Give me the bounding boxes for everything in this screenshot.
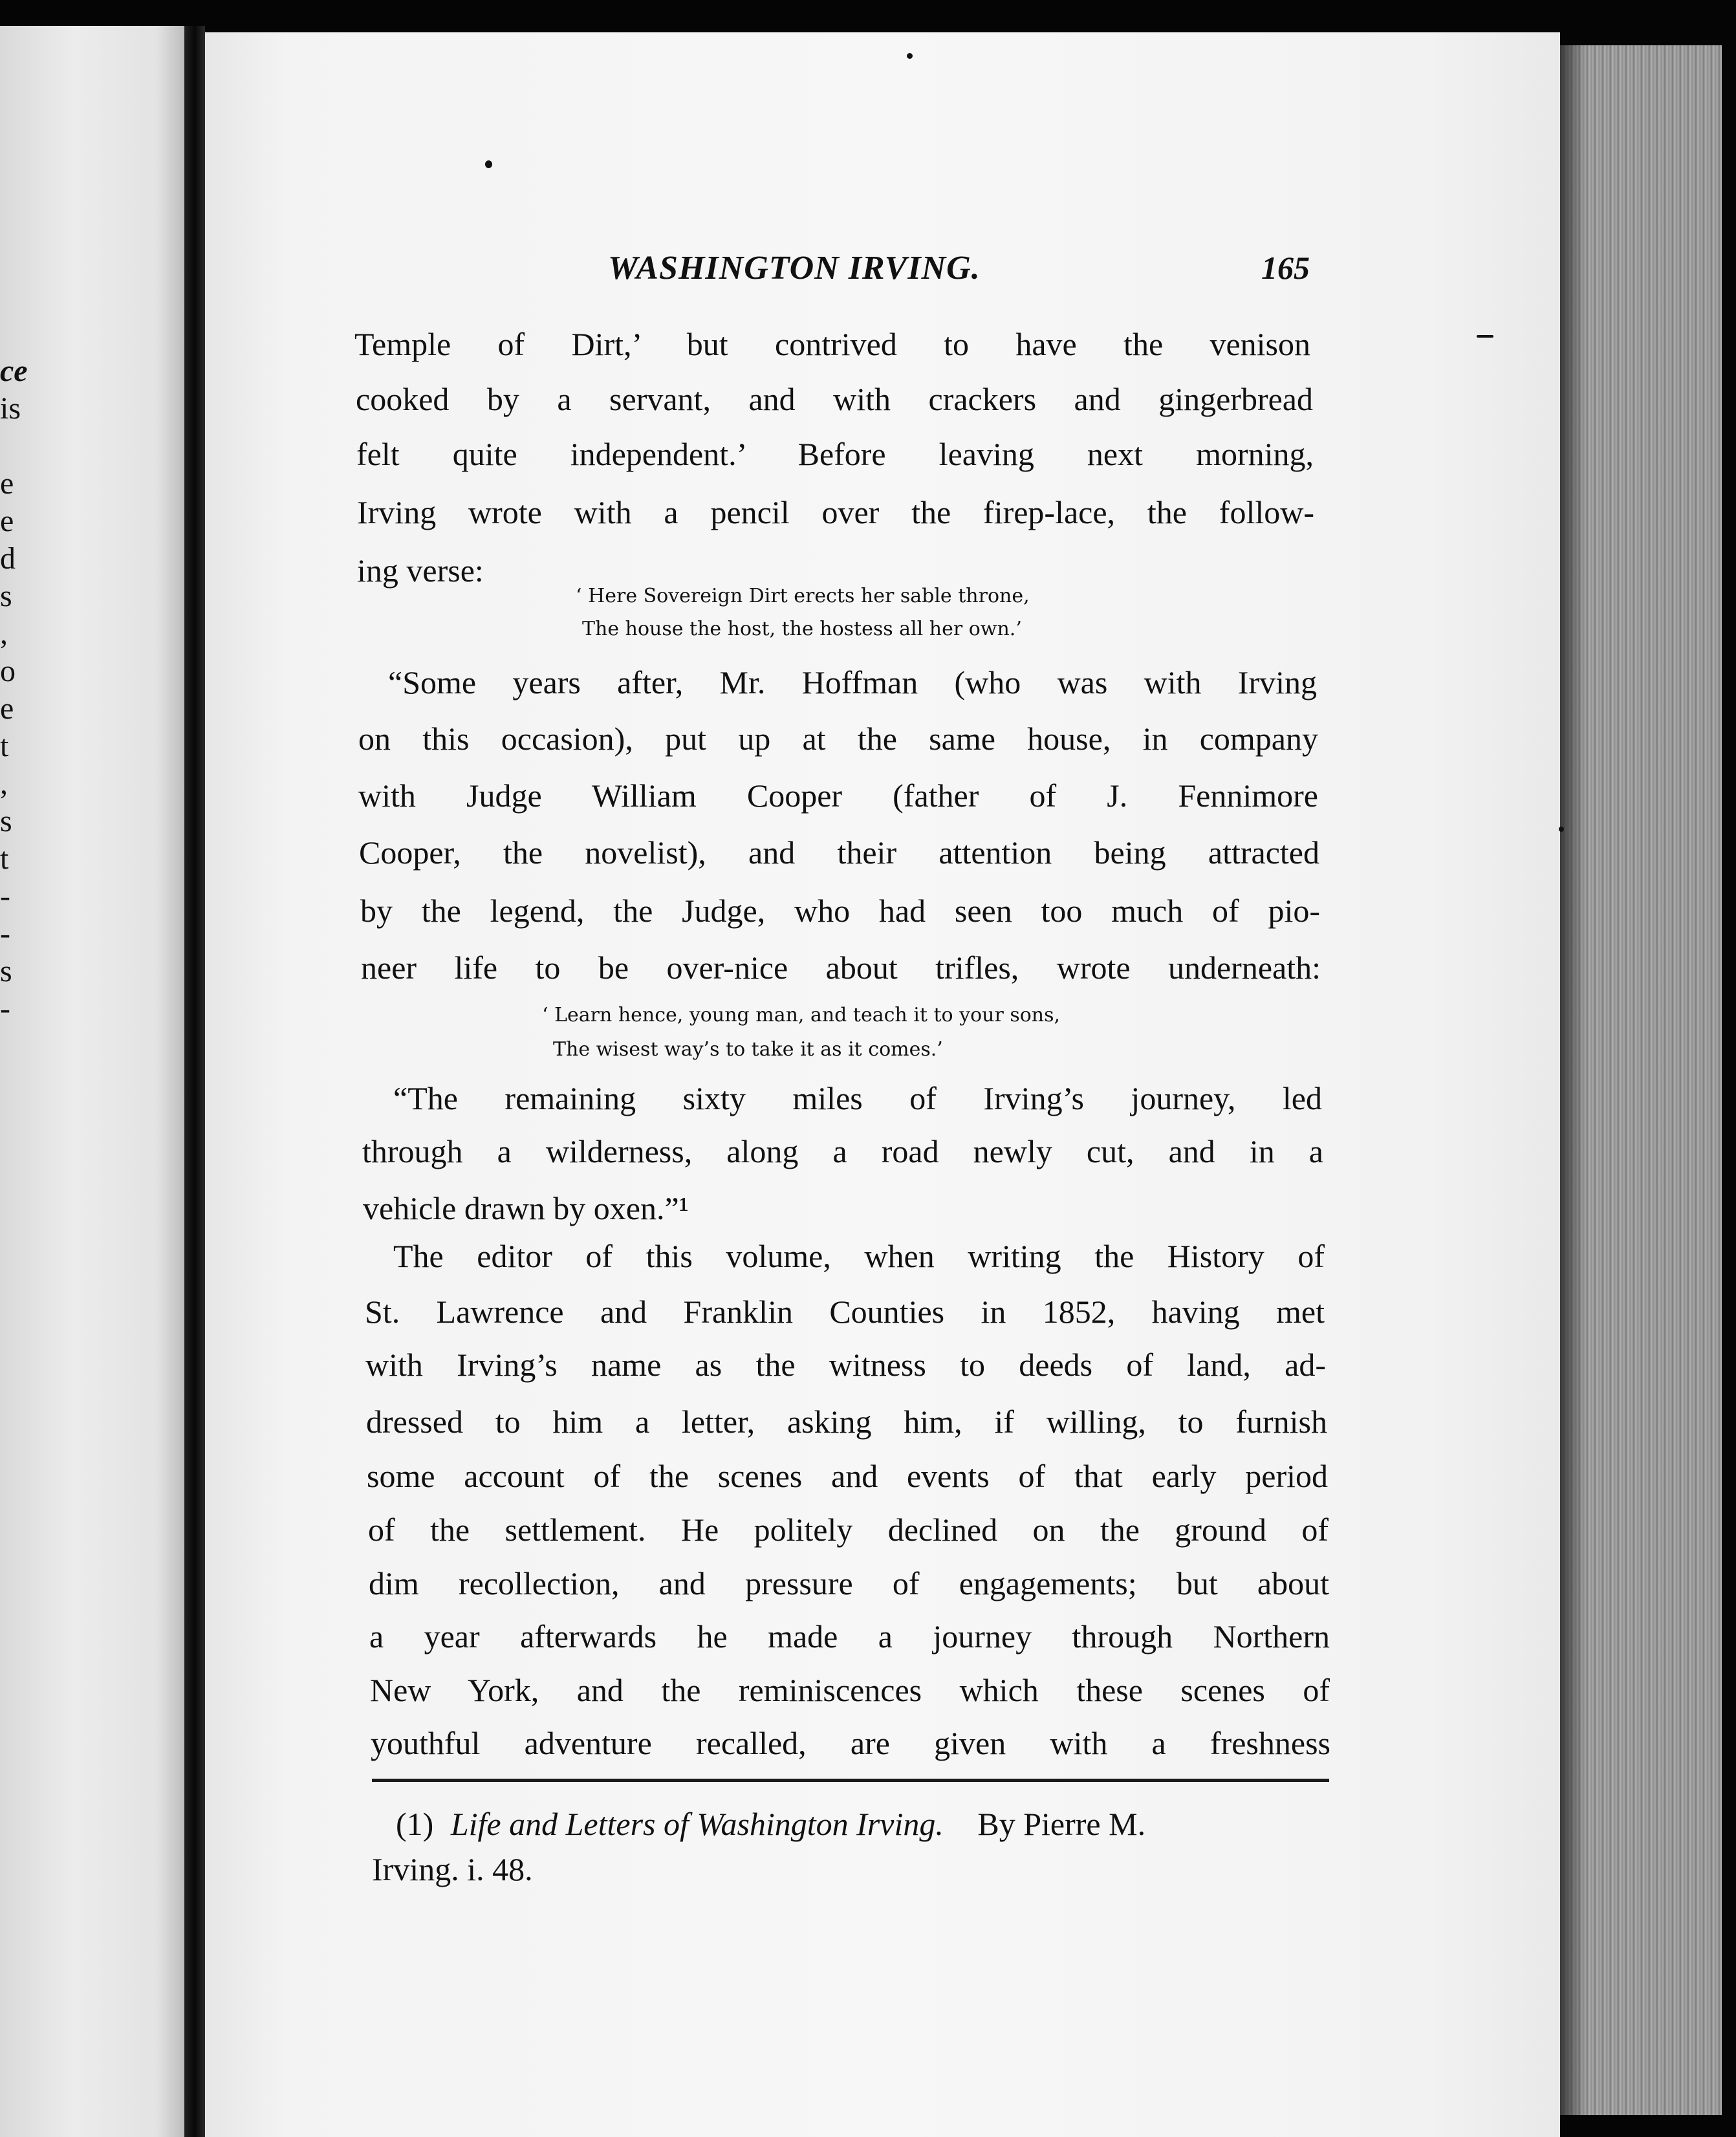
body-line: “Some years after, Mr. Hoffman (who was with Irving [388, 664, 1317, 700]
body-line: Irving wrote with a pencil over the firep-lace, the follow- [357, 494, 1314, 530]
body-line: dim recollection, and pressure of engagements; but about [369, 1565, 1329, 1601]
body-line: Temple of Dirt,’ but contrived to have the venison [354, 326, 1310, 362]
body-line: by the legend, the Judge, who had seen too much of pio- [360, 893, 1320, 929]
fragment: s [0, 954, 12, 988]
fragment: - [0, 879, 10, 913]
fragment: - [0, 992, 10, 1026]
facing-page-text-fragments [0, 353, 26, 1028]
footnote-rule [372, 1779, 1329, 1782]
body-line: of the settlement. He politely declined on the ground of [368, 1512, 1329, 1548]
body-line: New York, and the reminiscences which these scenes of [370, 1672, 1330, 1708]
fragment: ce [0, 354, 28, 388]
fragment: e [0, 691, 14, 726]
body-line: with Judge William Cooper (father of J. Fennimore [358, 777, 1318, 814]
footnote-marker: (1) [396, 1806, 434, 1842]
fragment: o [0, 654, 16, 688]
footnote-title: Life and Letters of Washington Irving. [450, 1806, 944, 1842]
fragment: e [0, 504, 14, 538]
facing-page-edge [0, 26, 184, 2137]
body-line: neer life to be over-nice about trifles, wrote underneath: [361, 949, 1321, 986]
fragment: s [0, 579, 12, 613]
ink-speck [907, 53, 913, 59]
fragment: , [0, 616, 8, 651]
body-line: ing verse: [357, 552, 484, 589]
running-title: WASHINGTON IRVING. [608, 250, 981, 287]
ink-speck [485, 160, 492, 168]
body-line: some account of the scenes and events of that early period [367, 1458, 1328, 1494]
footnote-line: Irving. i. 48. [372, 1851, 533, 1887]
fragment: s [0, 804, 12, 838]
body-line: St. Lawrence and Franklin Counties in 1852, having met [365, 1294, 1325, 1330]
ink-speck [1559, 827, 1564, 832]
verse-line: The wisest way’s to take it as it comes.’ [553, 1038, 943, 1061]
fragment: , [0, 766, 8, 801]
verse-line: The house the host, the hostess all her own.’ [582, 618, 1022, 640]
page-number: 165 [1261, 250, 1310, 286]
verse-line: ‘ Learn hence, young man, and teach it to your sons, [542, 1004, 1061, 1026]
book-gutter [184, 26, 205, 2137]
body-line: dressed to him a letter, asking him, if willing, to furnish [366, 1404, 1327, 1440]
body-line: youthful adventure recalled, are given with a freshness [371, 1725, 1330, 1761]
fragment: is [0, 391, 21, 426]
body-line: through a wilderness, along a road newly cut, and in a [362, 1133, 1323, 1169]
body-line: a year afterwards he made a journey through Northern [369, 1618, 1330, 1654]
body-line: Cooper, the novelist), and their attention being attracted [359, 834, 1319, 871]
body-line: “The remaining sixty miles of Irving’s journey, led [393, 1080, 1322, 1116]
fragment: d [0, 541, 16, 576]
footnote-line [396, 1805, 1145, 1843]
fragment [0, 428, 26, 465]
body-line: felt quite independent.’ Before leaving next morning, [356, 436, 1314, 472]
verse-line: ‘ Here Sovereign Dirt erects her sable throne, [576, 585, 1030, 607]
fragment: - [0, 917, 10, 951]
ink-speck [1477, 335, 1493, 338]
body-line: vehicle drawn by oxen.”¹ [363, 1190, 689, 1226]
fragment: t [0, 729, 9, 763]
body-line: with Irving’s name as the witness to deeds of land, ad- [365, 1347, 1326, 1383]
body-line: cooked by a servant, and with crackers and gingerbread [356, 381, 1313, 417]
body-line: on this occasion), put up at the same house, in company [358, 721, 1318, 757]
page-edge-shadow [1560, 45, 1586, 2115]
footnote-author: By Pierre M. [977, 1806, 1146, 1842]
body-line: The editor of this volume, when writing the History of [393, 1238, 1325, 1274]
fragment: e [0, 466, 14, 501]
fragment: t [0, 841, 9, 876]
